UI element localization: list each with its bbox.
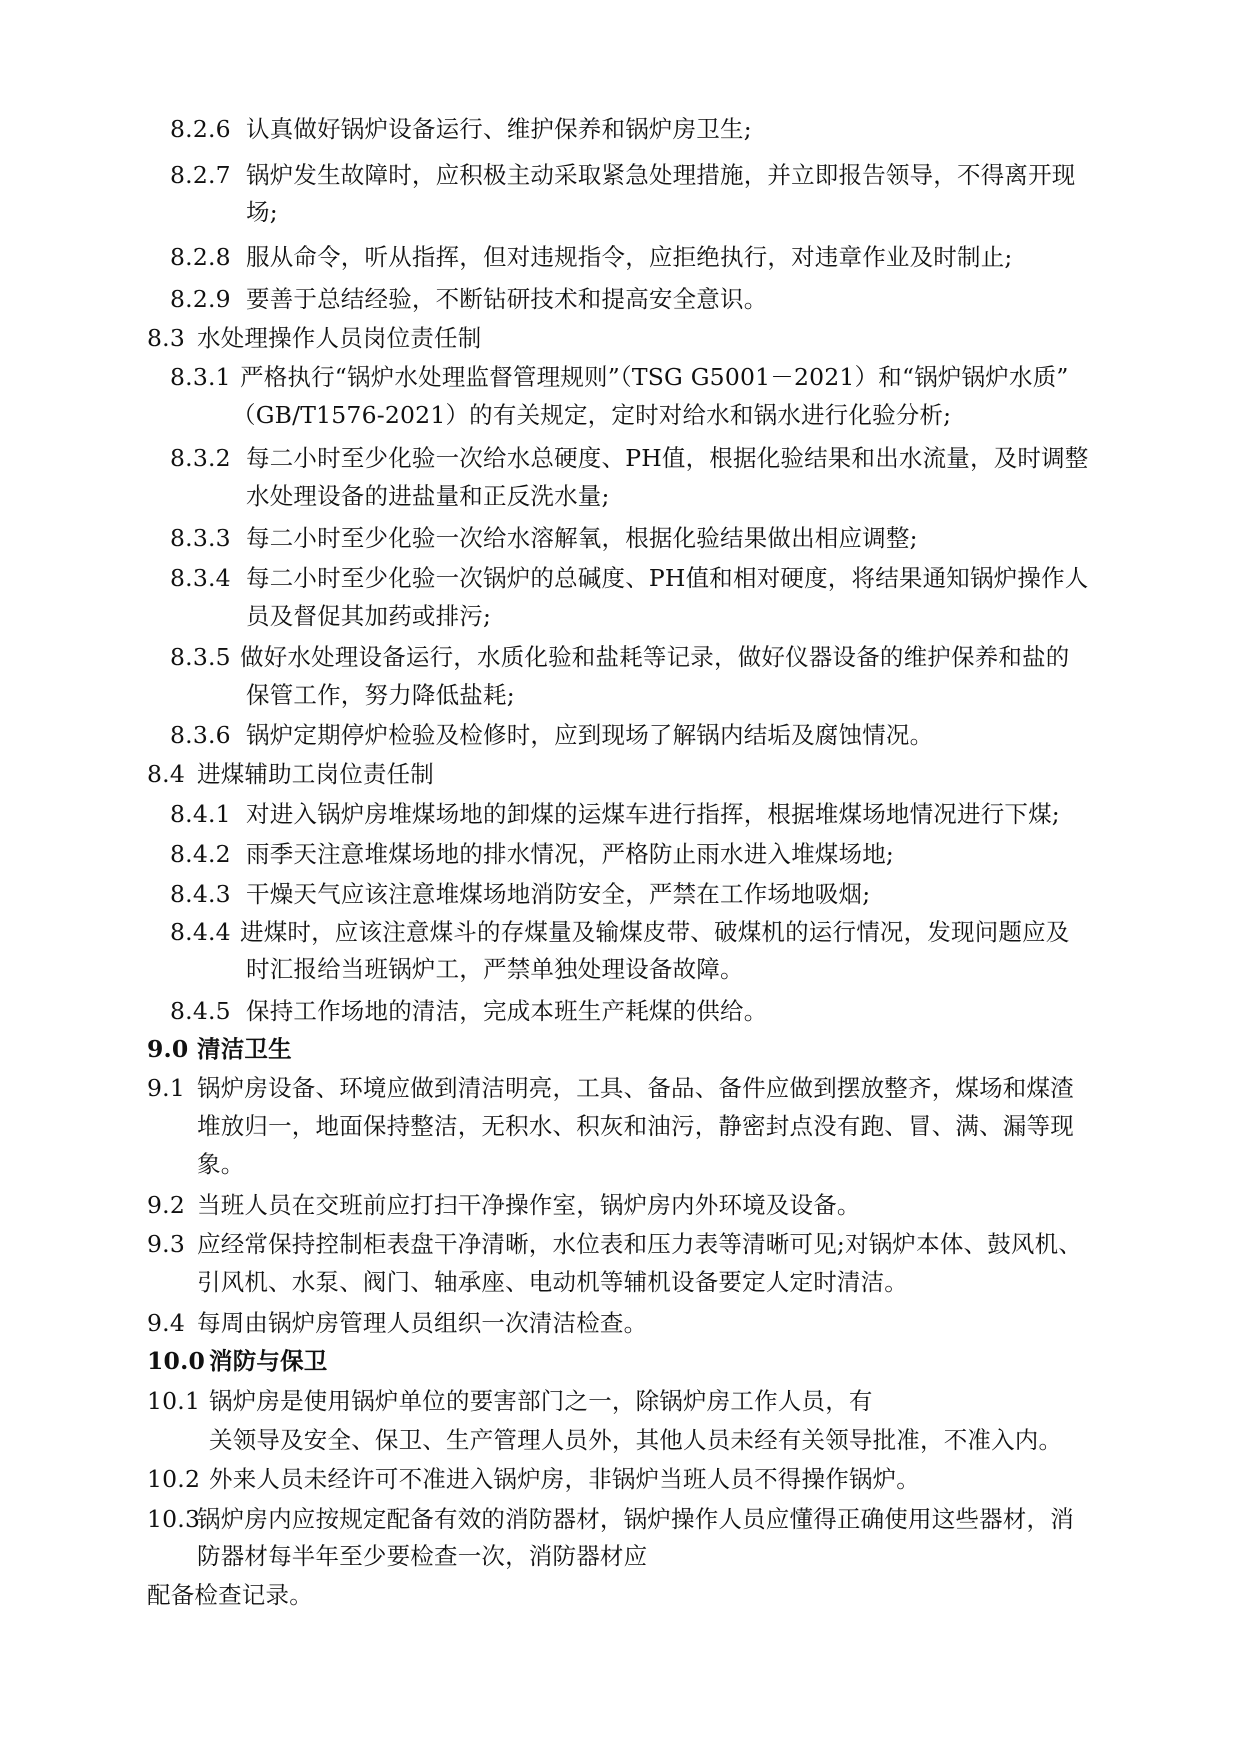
clause-text: 认真做好锅炉设备运行、维护保养和锅炉房卫生; [246, 115, 752, 143]
clause-9-2 [147, 1188, 861, 1222]
clause-number: 9.4 [147, 1309, 185, 1337]
clause-10-3 [147, 1502, 1074, 1536]
clause-text: 锅炉定期停炉检验及检修时，应到现场了解锅内结垢及腐蚀情况。 [246, 721, 934, 749]
clause-text: 引风机、水泵、阀门、轴承座、电动机等辅机设备要定人定时清洁。 [197, 1268, 908, 1296]
clause-text: 干燥天气应该注意堆煤场地消防安全，严禁在工作场地吸烟; [246, 880, 871, 908]
clause-number: 10.2 [147, 1465, 201, 1493]
clause-8-4-2 [170, 837, 894, 871]
clause-text: 服从命令，听从指挥，但对违规指令，应拒绝执行，对违章作业及时制止; [246, 243, 1013, 271]
clause-9-4 [147, 1306, 647, 1340]
clause-9-1-cont [197, 1147, 244, 1181]
clause-text: 做好水处理设备运行，水质化验和盐耗等记录，做好仪器设备的维护保养和盐的 [240, 643, 1070, 671]
clause-8-3-4 [170, 561, 1089, 595]
clause-number: 10.3 [147, 1505, 201, 1533]
clause-8-2-8 [170, 240, 1013, 274]
clause-8-2-6 [170, 112, 752, 146]
clause-10-3-cont [197, 1539, 647, 1573]
clause-text: 保管工作，努力降低盐耗; [246, 681, 515, 709]
clause-number: 8.3.4 [170, 564, 231, 592]
clause-8-2-9 [170, 282, 767, 316]
clause-text: 防器材每半年至少要检查一次，消防器材应 [197, 1542, 648, 1570]
clause-9-3-cont [197, 1265, 908, 1299]
clause-text: 场; [246, 198, 278, 226]
clause-text: 锅炉发生故障时，应积极主动采取紧急处理措施，并立即报告领导，不得离开现 [246, 161, 1076, 189]
section-title: 水处理操作人员岗位责任制 [197, 324, 482, 352]
clause-text: 每二小时至少化验一次给水总硬度、PH值，根据化验结果和出水流量，及时调整 [246, 444, 1089, 472]
clause-8-3-5-cont [246, 678, 515, 712]
clause-text: 锅炉房内应按规定配备有效的消防器材，锅炉操作人员应懂得正确使用这些器材，消 [197, 1505, 1074, 1533]
clause-number: 8.3.3 [170, 524, 231, 552]
clause-number: 8.2.9 [170, 285, 231, 313]
clause-text: 锅炉房是使用锅炉单位的要害部门之一，除锅炉房工作人员，有 [209, 1387, 873, 1415]
section-9-heading [147, 1032, 292, 1066]
clause-8-3-3 [170, 521, 918, 555]
section-8-4-heading [147, 757, 434, 791]
section-10-heading [147, 1344, 328, 1378]
clause-10-2 [147, 1462, 920, 1496]
section-title: 消防与保卫 [209, 1347, 328, 1375]
clause-8-3-1 [170, 360, 1069, 394]
clause-number: 8.3.6 [170, 721, 231, 749]
clause-text: 要善于总结经验，不断钻研技术和提高安全意识。 [246, 285, 768, 313]
clause-8-4-3 [170, 877, 870, 911]
section-title: 清洁卫生 [197, 1035, 292, 1063]
clause-number: 8.4.2 [170, 840, 231, 868]
section-title: 进煤辅助工岗位责任制 [197, 760, 434, 788]
clause-text: 进煤时，应该注意煤斗的存煤量及输煤皮带、破煤机的运行情况，发现问题应及 [240, 918, 1070, 946]
clause-text: 每二小时至少化验一次给水溶解氧，根据化验结果做出相应调整; [246, 524, 918, 552]
clause-10-1-cont [209, 1423, 1062, 1457]
clause-text: 保持工作场地的清洁，完成本班生产耗煤的供给。 [246, 997, 768, 1025]
clause-8-3-2 [170, 441, 1089, 475]
clause-number: 9.3 [147, 1230, 185, 1258]
clause-text: 员及督促其加药或排污; [246, 602, 492, 630]
clause-8-2-7 [170, 158, 1076, 192]
clause-text: 严格执行“锅炉水处理监督管理规则”（TSG G5001－2021）和“锅炉锅炉水质” [240, 363, 1069, 391]
clause-8-4-4 [170, 915, 1070, 949]
section-number: 9.0 [147, 1035, 189, 1063]
clause-text: （GB/T1576-2021）的有关规定，定时对给水和锅水进行化验分析; [232, 401, 952, 429]
clause-text: 象。 [197, 1150, 245, 1178]
section-number: 8.3 [147, 324, 185, 352]
clause-8-2-7-cont [246, 195, 278, 229]
clause-number: 8.4.1 [170, 800, 231, 828]
clause-8-4-4-cont [246, 952, 744, 986]
clause-8-3-2-cont [246, 479, 610, 513]
clause-number: 9.2 [147, 1191, 185, 1219]
clause-text: 应经常保持控制柜表盘干净清晰，水位表和压力表等清晰可见;对锅炉本体、鼓风机、 [197, 1230, 1083, 1258]
clause-number: 8.3.5 [170, 643, 231, 671]
clause-8-3-6 [170, 718, 933, 752]
clause-text: 水处理设备的进盐量和正反洗水量; [246, 482, 610, 510]
clause-8-3-5 [170, 640, 1070, 674]
section-number: 8.4 [147, 760, 185, 788]
clause-text: 雨季天注意堆煤场地的排水情况，严格防止雨水进入堆煤场地; [246, 840, 895, 868]
clause-text: 当班人员在交班前应打扫干净操作室，锅炉房内外环境及设备。 [197, 1191, 861, 1219]
clause-8-3-1-cont [232, 398, 951, 432]
clause-8-4-5 [170, 994, 767, 1028]
clause-text: 堆放归一，地面保持整洁，无积水、积灰和油污，静密封点没有跑、冒、满、漏等现 [197, 1112, 1074, 1140]
clause-text: 对进入锅炉房堆煤场地的卸煤的运煤车进行指挥，根据堆煤场地情况进行下煤; [246, 800, 1060, 828]
section-8-3-heading [147, 321, 481, 355]
clause-text: 时汇报给当班锅炉工，严禁单独处理设备故障。 [246, 955, 744, 983]
clause-number: 10.1 [147, 1387, 201, 1415]
clause-10-3-cont [147, 1578, 313, 1612]
clause-10-1 [147, 1384, 873, 1418]
clause-number: 8.4.5 [170, 997, 231, 1025]
clause-text: 每二小时至少化验一次锅炉的总碱度、PH值和相对硬度，将结果通知锅炉操作人 [246, 564, 1089, 592]
clause-text: 锅炉房设备、环境应做到清洁明亮，工具、备品、备件应做到摆放整齐，煤场和煤渣 [197, 1074, 1074, 1102]
clause-number: 8.3.1 [170, 363, 231, 391]
clause-number: 8.3.2 [170, 444, 231, 472]
clause-9-1-cont [197, 1109, 1074, 1143]
clause-text: 每周由锅炉房管理人员组织一次清洁检查。 [197, 1309, 648, 1337]
clause-number: 8.4.3 [170, 880, 231, 908]
clause-9-3 [147, 1227, 1082, 1261]
clause-number: 8.2.7 [170, 161, 231, 189]
clause-number: 8.4.4 [170, 918, 231, 946]
clause-8-3-4-cont [246, 599, 491, 633]
clause-number: 8.2.6 [170, 115, 231, 143]
clause-8-4-1 [170, 797, 1060, 831]
clause-text: 配备检查记录。 [147, 1581, 313, 1609]
clause-9-1 [147, 1071, 1074, 1105]
clause-text: 外来人员未经许可不准进入锅炉房，非锅炉当班人员不得操作锅炉。 [209, 1465, 920, 1493]
clause-text: 关领导及安全、保卫、生产管理人员外，其他人员未经有关领导批准，不准入内。 [209, 1426, 1063, 1454]
clause-number: 8.2.8 [170, 243, 231, 271]
clause-number: 9.1 [147, 1074, 185, 1102]
section-number: 10.0 [147, 1347, 206, 1375]
